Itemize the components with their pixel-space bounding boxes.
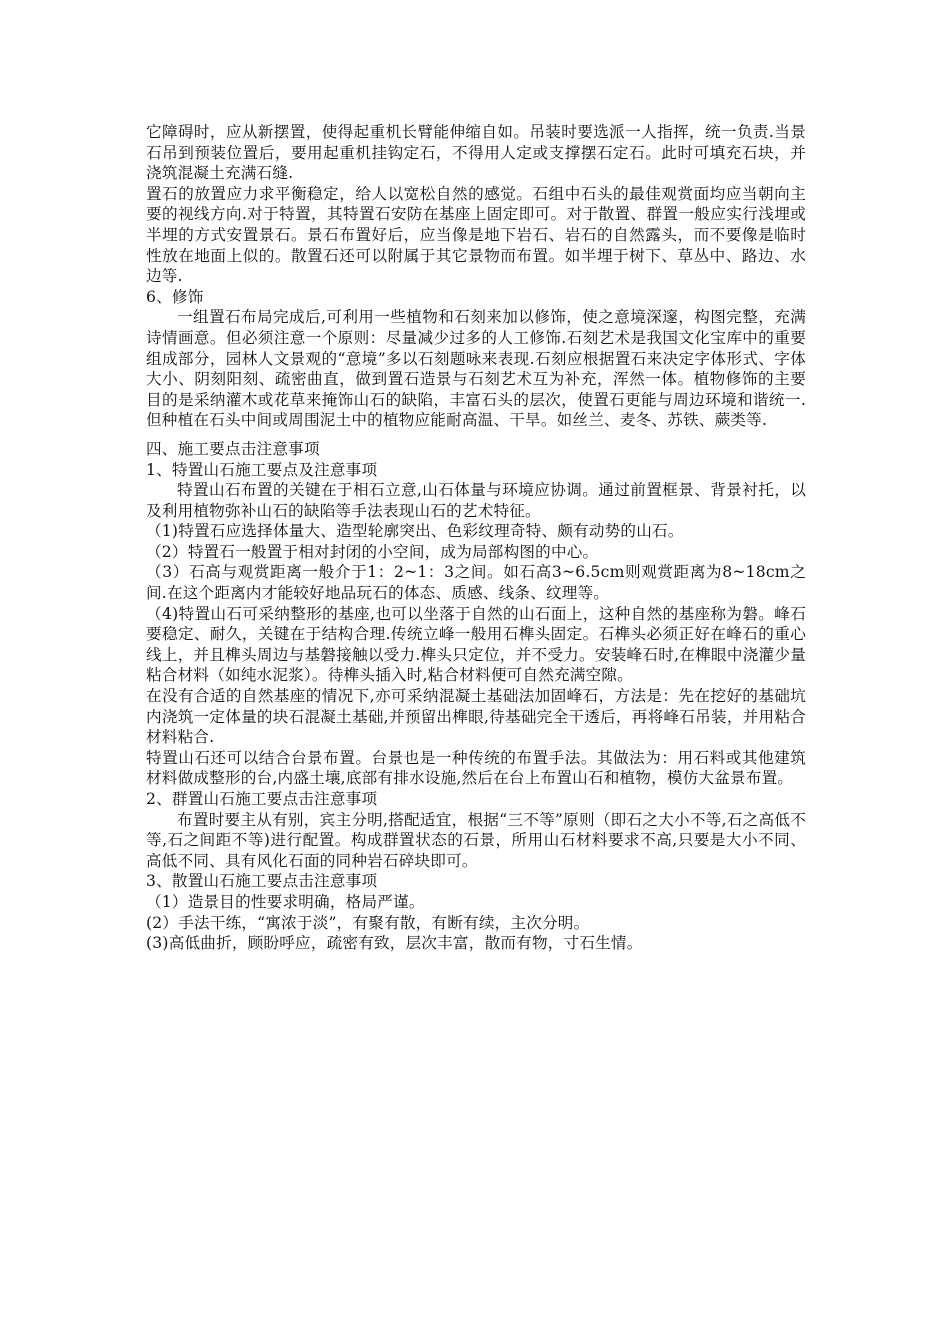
paragraph-special-stone-key: 特置山石布置的关键在于相石立意,山石体量与环境应协调。通过前置框景、背景衬托，以及利用植物弥补山石的缺陷等手法表现山石的艺术特征。: [146, 481, 806, 520]
paragraph-decoration: 一组置石布局完成后,可利用一些植物和石刻来加以修饰，使之意境深邃，构图完整，充满诗情画意。但必须注意一个原则：尽量减少过多的人工修饰.石刻艺术是我国文化宝库中的重要组成部分，园林人文景观的“意境”多以石刻题咏来表现.石刻应根据置石来决定字体形式、字体大小、阴刻阳刻、疏密曲直，做到置石造景与石刻艺术互为补充，浑然一体。植物修饰的主要目的是采纳灌木或花草来掩饰山石的缺陷，丰富石头的层次，使置石更能与周边环境和谐统一.但种植在石头中间或周围泥土中的植物应能耐高温、干旱。如丝兰、麦冬、苏铁、蕨类等.: [146, 308, 806, 430]
section-spacer: [146, 431, 806, 439]
section-heading-decoration: 6、修饰: [146, 287, 204, 306]
paragraph-crane-placement: 它障碍时，应从新摆置，使得起重机长臂能伸缩自如。吊装时要选派一人指挥，统一负责.当景石吊到预装位置后，要用起重机挂钩定石，不得用人定或支撑摆石定石。此时可填充石块，并浇筑混凝土充满石缝.: [146, 123, 806, 183]
section-heading-special-stone: 1、特置山石施工要点及注意事项: [146, 460, 378, 479]
paragraph-concrete-base: 在没有合适的自然基座的情况下,亦可采纳混凝土基础法加固峰石，方法是：先在挖好的基础坑内浇筑一定体量的块石混凝土基础,并预留出榫眼,待基础完全干透后，再将峰石吊装，并用粘合材料粘合.: [146, 687, 806, 747]
chapter-heading-construction: 四、施工要点击注意事项: [146, 439, 320, 458]
list-item-scattered-2: (2）手法干练，“寓浓于淡”，有聚有散，有断有续，主次分明。: [146, 913, 590, 932]
section-heading-group-stone: 2、群置山石施工要点击注意事项: [146, 790, 378, 808]
list-item-3: （3）石高与观赏距离一般介于1：2~1：3之间。如石高3~6.5cm则观赏距离为8~18cm之间.在这个距离内才能较好地品玩石的体态、质感、线条、纹理等。: [146, 563, 806, 603]
list-item-4: （4)特置山石可采纳整形的基座,也可以坐落于自然的山石面上，这种自然的基座称为磐。峰石要稳定、耐久，关键在于结构合理.传统立峰一般用石榫头固定。石榫头必须正好在峰石的重心线上，并且榫头周边与基磐接触以受力.榫头只定位，并不受力。安装峰石时,在榫眼中浇灌少量粘合材料（如纯水泥浆）。待榫头插入时,粘合材料便可自然充满空隙。: [146, 604, 806, 685]
list-item-1: （1)特置石应选择体量大、造型轮廓突出、色彩纹理奇特、颇有动势的山石。: [146, 522, 684, 541]
paragraph-platform-scene: 特置山石还可以结合台景布置。台景也是一种传统的布置手法。其做法为：用石料或其他建筑材料做成整形的台,内盛土壤,底部有排水设施,然后在台上布置山石和植物，模仿大盆景布置。: [146, 748, 806, 788]
section-heading-scattered-stone: 3、散置山石施工要点击注意事项: [146, 872, 378, 891]
document-page: [146, 122, 806, 954]
list-item-scattered-3: (3)高低曲折，顾盼呼应，疏密有致，层次丰富，散而有物，寸石生情。: [146, 934, 643, 953]
paragraph-stone-stability: 置石的放置应力求平衡稳定，给人以宽松自然的感觉。石组中石头的最佳观赏面均应当朝向主要的视线方向.对于特置，其特置石安防在基座上固定即可。对于散置、群置一般应实行浅埋或半埋的方式安置景石。景石布置好后，应当像是地下岩石、岩石的自然露头，而不要像是临时性放在地面上似的。散置石还可以附属于其它景物而布置。如半埋于树下、草丛中、路边、水边等.: [146, 184, 806, 286]
list-item-scattered-1: （1）造景目的性要求明确，格局严谨。: [146, 892, 425, 911]
list-item-2: （2）特置石一般置于相对封闭的小空间，成为局部构图的中心。: [146, 542, 599, 561]
paragraph-group-stone: 布置时要主从有别，宾主分明,搭配适宜，根据“三不等”原则（即石之大小不等,石之高低不等,石之间距不等)进行配置。构成群置状态的石景，所用山石材料要求不高,只要是大小不同、高低不同、具有风化石面的同种岩石碎块即可。: [146, 810, 806, 870]
